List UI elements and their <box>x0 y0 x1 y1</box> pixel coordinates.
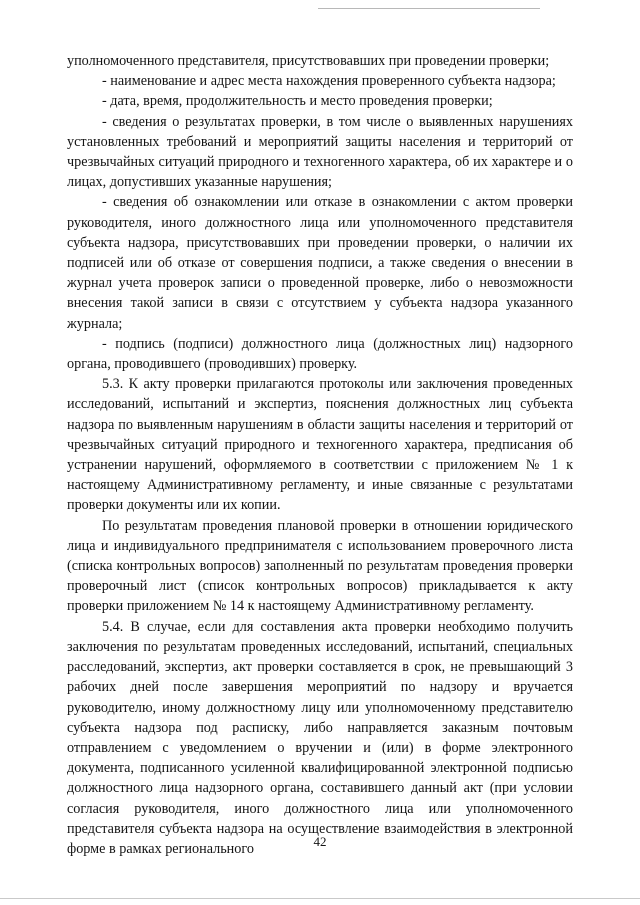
paragraph: 5.4. В случае, если для составления акта проверки необходимо получить заключения по результатам проведенных исследований, испытаний, специальных расследований, экспертиз, акт проверки составляется в срок, не превышающий 3 рабочих дней после завершения мероприятий по надзору и вручается руководителю, иному должностному лицу или уполномоченному представителю субъекта надзора под расписку, либо направляется заказным почтовым отправлением с уведомлением о вручении и (или) в форме электронного документа, подписанного усиленной квалифицированной электронной подписью должностного лица надзорного органа, составившего данный акт (при условии согласия руководителя, иного должностного лица или уполномоченного представителя субъекта надзора на осуществление взаимодействия в электронной форме в рамках регионального <box>67 618 573 857</box>
page-number: 42 <box>313 834 327 849</box>
paragraph: - сведения о результатах проверки, в том числе о выявленных нарушениях установленных требований и мероприятий защиты населения и территорий от чрезвычайных ситуаций природного и техногенного характера, об их характере и о лицах, допустивших указанные нарушения; <box>67 113 573 191</box>
paragraph: - наименование и адрес места нахождения проверенного субъекта надзора; <box>102 73 556 90</box>
paragraph: По результатам проведения плановой проверки в отношении юридического лица и индивидуального предпринимателя с использованием проверочного листа (списка контрольных вопросов) заполненный по результатам проведения проверки проверочный лист (список контрольных вопросов) прикладывается к акту проверки приложением № 14 к настоящему Административному регламенту. <box>67 517 573 615</box>
body-text <box>67 51 573 859</box>
paragraph: - подпись (подписи) должностного лица (должностных лиц) надзорного органа, проводившего (проводивших) проверку. <box>67 335 573 373</box>
paragraph: - сведения об ознакомлении или отказе в ознакомлении с актом проверки руководителя, иного должностного лица или уполномоченного представителя субъекта надзора, присутствовавших при проведении проверки, о наличии их подписей или об отказе от совершения подписи, а также сведения о внесении в журнал учета проверок записи о проведенной проверке, либо о невозможности внесения такой записи в связи с отсутствием у субъекта надзора указанного журнала; <box>67 194 573 332</box>
paragraph: - дата, время, продолжительность и место проведения проверки; <box>102 93 493 110</box>
paragraph: уполномоченного представителя, присутствовавших при проведении проверки; <box>67 53 550 69</box>
paragraph: 5.3. К акту проверки прилагаются протоколы или заключения проведенных исследований, испытаний и экспертиз, пояснения должностных лиц субъекта надзора по выявленным нарушениям в области защиты населения и территорий от чрезвычайных ситуаций природного и техногенного характера, предписания об устранении нарушений, оформляемого в соответствии с приложением № 1 к настоящему Административному регламенту, и иные связанные с результатами проверки документы или их копии. <box>67 376 573 514</box>
scan-edge-line <box>318 8 540 9</box>
scan-edge-line <box>0 898 640 899</box>
